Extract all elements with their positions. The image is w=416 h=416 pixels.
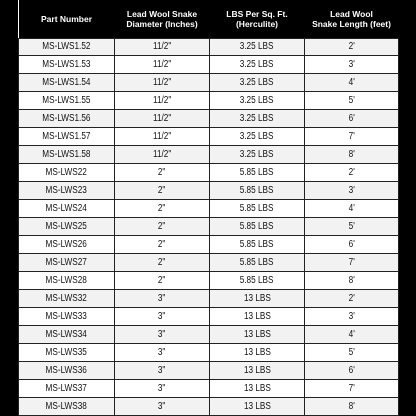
lbs-per-sqft-cell-text: 13 LBS [243,346,271,358]
diameter-cell [115,308,210,326]
part-number-cell-text: MS-LWS27 [45,257,88,269]
length-cell [305,379,399,397]
diameter-cell-text: 11/2" [152,77,172,89]
part-number-cell [19,200,115,218]
table-row [19,146,399,164]
diameter-cell-text: 2" [158,203,166,215]
diameter-cell [115,146,210,164]
length-cell [305,200,399,218]
table-row [19,128,399,146]
length-cell-text: 4' [348,328,355,340]
part-number-cell-text: MS-LWS1.52 [42,41,91,53]
part-number-cell-text: MS-LWS23 [45,185,88,197]
length-cell-text: 2' [348,293,355,305]
lbs-per-sqft-cell-text: 13 LBS [243,382,271,394]
diameter-cell [115,272,210,290]
diameter-cell-text: 2" [158,239,166,251]
length-cell [305,164,399,182]
header-part-number [19,0,115,38]
table-row [19,218,399,236]
lbs-per-sqft-cell [210,379,305,397]
lead-wool-snake-spec-table [18,0,399,416]
part-number-cell-text: MS-LWS36 [45,364,88,376]
length-cell [305,110,399,128]
part-number-cell [19,254,115,272]
table-row [19,92,399,110]
lbs-per-sqft-cell [210,361,305,379]
length-cell-text: 3' [348,311,355,323]
diameter-cell [115,56,210,74]
lbs-per-sqft-cell-text: 3.25 LBS [240,149,274,161]
part-number-cell-text: MS-LWS28 [45,275,88,287]
diameter-cell-text: 3" [158,364,166,376]
lbs-per-sqft-cell-text: 13 LBS [243,400,271,412]
length-cell [305,361,399,379]
part-number-cell-text: MS-LWS1.53 [42,59,91,71]
table-row [19,200,399,218]
length-cell-text: 6' [348,364,355,376]
lbs-per-sqft-cell [210,146,305,164]
diameter-cell [115,164,210,182]
length-cell [305,56,399,74]
lbs-per-sqft-cell-text: 5.85 LBS [240,185,274,197]
lbs-per-sqft-cell-text: 3.25 LBS [240,113,274,125]
lbs-per-sqft-cell-text: 13 LBS [243,328,271,340]
table-row [19,308,399,326]
lbs-per-sqft-cell-text: 5.85 LBS [240,167,274,179]
table-row [19,74,399,92]
lbs-per-sqft-cell [210,182,305,200]
length-cell [305,146,399,164]
lbs-per-sqft-cell [210,343,305,361]
diameter-cell-text: 11/2" [152,149,172,161]
part-number-cell-text: MS-LWS1.57 [42,131,91,143]
table-row [19,38,399,56]
lbs-per-sqft-cell-text: 3.25 LBS [240,77,274,89]
length-cell-text: 5' [348,346,355,358]
lbs-per-sqft-cell-text: 3.25 LBS [240,95,274,107]
length-cell [305,290,399,308]
lbs-per-sqft-cell-text: 13 LBS [243,311,271,323]
length-cell [305,74,399,92]
diameter-cell-text: 11/2" [152,59,172,71]
length-cell [305,343,399,361]
part-number-cell [19,361,115,379]
header-snake-length [305,0,399,38]
header-diameter [115,0,210,38]
lbs-per-sqft-cell-text: 13 LBS [243,364,271,376]
lbs-per-sqft-cell [210,308,305,326]
lbs-per-sqft-cell [210,92,305,110]
part-number-cell [19,236,115,254]
length-cell [305,254,399,272]
diameter-cell [115,110,210,128]
length-cell-text: 6' [348,113,355,125]
length-cell [305,236,399,254]
length-cell-text: 8' [348,275,355,287]
table-row [19,164,399,182]
lbs-per-sqft-cell [210,128,305,146]
diameter-cell-text: 3" [158,311,166,323]
lbs-per-sqft-cell-text: 5.85 LBS [240,203,274,215]
diameter-cell [115,38,210,56]
diameter-cell-text: 2" [158,275,166,287]
lbs-per-sqft-cell [210,397,305,415]
table-row [19,236,399,254]
length-cell-text: 6' [348,239,355,251]
lbs-per-sqft-cell-text: 13 LBS [243,293,271,305]
part-number-cell-text: MS-LWS1.58 [42,149,91,161]
table-row [19,326,399,344]
diameter-cell [115,218,210,236]
length-cell-text: 7' [348,382,355,394]
diameter-cell [115,361,210,379]
part-number-cell-text: MS-LWS38 [45,400,88,412]
diameter-cell [115,74,210,92]
diameter-cell-text: 2" [158,167,166,179]
lbs-per-sqft-cell [210,254,305,272]
part-number-cell [19,146,115,164]
diameter-cell-text: 3" [158,400,166,412]
part-number-cell [19,397,115,415]
lbs-per-sqft-cell-text: 3.25 LBS [240,131,274,143]
diameter-cell-text: 3" [158,382,166,394]
diameter-cell [115,200,210,218]
lbs-per-sqft-cell [210,218,305,236]
part-number-cell [19,74,115,92]
part-number-cell [19,272,115,290]
table-row [19,56,399,74]
table-row [19,397,399,415]
length-cell [305,182,399,200]
part-number-cell-text: MS-LWS24 [45,203,88,215]
table-row [19,361,399,379]
diameter-cell [115,254,210,272]
length-cell-text: 3' [348,59,355,71]
header-part-number-line1: Part Number [40,13,92,24]
part-number-cell-text: MS-LWS33 [45,311,88,323]
length-cell-text: 4' [348,77,355,89]
part-number-cell [19,38,115,56]
diameter-cell [115,290,210,308]
header-length-line1: Lead Wool [330,8,373,19]
length-cell-text: 8' [348,149,355,161]
diameter-cell [115,379,210,397]
part-number-cell-text: MS-LWS35 [45,346,88,358]
part-number-cell-text: MS-LWS25 [45,221,88,233]
lbs-per-sqft-cell-text: 5.85 LBS [240,239,274,251]
part-number-cell-text: MS-LWS1.56 [42,113,91,125]
lbs-per-sqft-cell-text: 5.85 LBS [240,257,274,269]
table-body [19,38,399,416]
table-row [19,343,399,361]
length-cell-text: 7' [348,257,355,269]
length-cell-text: 5' [348,95,355,107]
part-number-cell [19,343,115,361]
lbs-per-sqft-cell [210,326,305,344]
table-row [19,110,399,128]
header-lbs-line1: LBS Per Sq. Ft. [226,8,288,19]
header-row [19,0,399,38]
table-row [19,182,399,200]
diameter-cell [115,128,210,146]
length-cell-text: 7' [348,131,355,143]
diameter-cell-text: 11/2" [152,131,172,143]
part-number-cell [19,110,115,128]
part-number-cell-text: MS-LWS1.54 [42,77,91,89]
part-number-cell-text: MS-LWS32 [45,293,88,305]
length-cell [305,38,399,56]
part-number-cell [19,164,115,182]
length-cell [305,272,399,290]
diameter-cell-text: 11/2" [152,95,172,107]
lbs-per-sqft-cell-text: 5.85 LBS [240,221,274,233]
part-number-cell [19,92,115,110]
part-number-cell-text: MS-LWS37 [45,382,88,394]
length-cell-text: 8' [348,400,355,412]
header-diameter-line1: Lead Wool Snake [126,8,198,19]
table-row [19,379,399,397]
part-number-cell-text: MS-LWS26 [45,239,88,251]
diameter-cell [115,326,210,344]
length-cell [305,218,399,236]
length-cell-text: 5' [348,221,355,233]
length-cell-text: 2' [348,41,355,53]
diameter-cell-text: 3" [158,346,166,358]
table-row [19,290,399,308]
length-cell [305,92,399,110]
diameter-cell-text: 2" [158,221,166,233]
diameter-cell-text: 11/2" [152,113,172,125]
diameter-cell [115,397,210,415]
header-lbs-line2: (Herculite) [235,18,279,29]
length-cell-text: 2' [348,167,355,179]
part-number-cell-text: MS-LWS34 [45,328,88,340]
part-number-cell-text: MS-LWS22 [45,167,88,179]
lbs-per-sqft-cell [210,272,305,290]
length-cell [305,326,399,344]
lbs-per-sqft-cell [210,110,305,128]
header-lbs-per-sqft [210,0,305,38]
header-diameter-line2: Diameter (Inches) [126,18,198,29]
lbs-per-sqft-cell [210,38,305,56]
table-header [19,0,399,38]
lbs-per-sqft-cell [210,290,305,308]
length-cell-text: 3' [348,185,355,197]
diameter-cell-text: 2" [158,185,166,197]
part-number-cell [19,308,115,326]
part-number-cell [19,128,115,146]
part-number-cell [19,56,115,74]
part-number-cell [19,182,115,200]
part-number-cell-text: MS-LWS1.55 [42,95,91,107]
lbs-per-sqft-cell [210,164,305,182]
table-row [19,272,399,290]
part-number-cell [19,218,115,236]
diameter-cell [115,182,210,200]
header-length-line2: Snake Length (feet) [312,18,391,29]
part-number-cell [19,326,115,344]
diameter-cell [115,343,210,361]
lbs-per-sqft-cell [210,56,305,74]
length-cell [305,308,399,326]
part-number-cell [19,290,115,308]
part-number-cell [19,379,115,397]
diameter-cell-text: 3" [158,328,166,340]
lbs-per-sqft-cell [210,236,305,254]
lbs-per-sqft-cell-text: 5.85 LBS [240,275,274,287]
length-cell-text: 4' [348,203,355,215]
length-cell [305,397,399,415]
diameter-cell [115,236,210,254]
diameter-cell-text: 2" [158,257,166,269]
diameter-cell-text: 11/2" [152,41,172,53]
lbs-per-sqft-cell-text: 3.25 LBS [240,41,274,53]
lbs-per-sqft-cell [210,74,305,92]
diameter-cell [115,92,210,110]
length-cell [305,128,399,146]
lbs-per-sqft-cell-text: 3.25 LBS [240,59,274,71]
table-row [19,254,399,272]
diameter-cell-text: 3" [158,293,166,305]
lbs-per-sqft-cell [210,200,305,218]
